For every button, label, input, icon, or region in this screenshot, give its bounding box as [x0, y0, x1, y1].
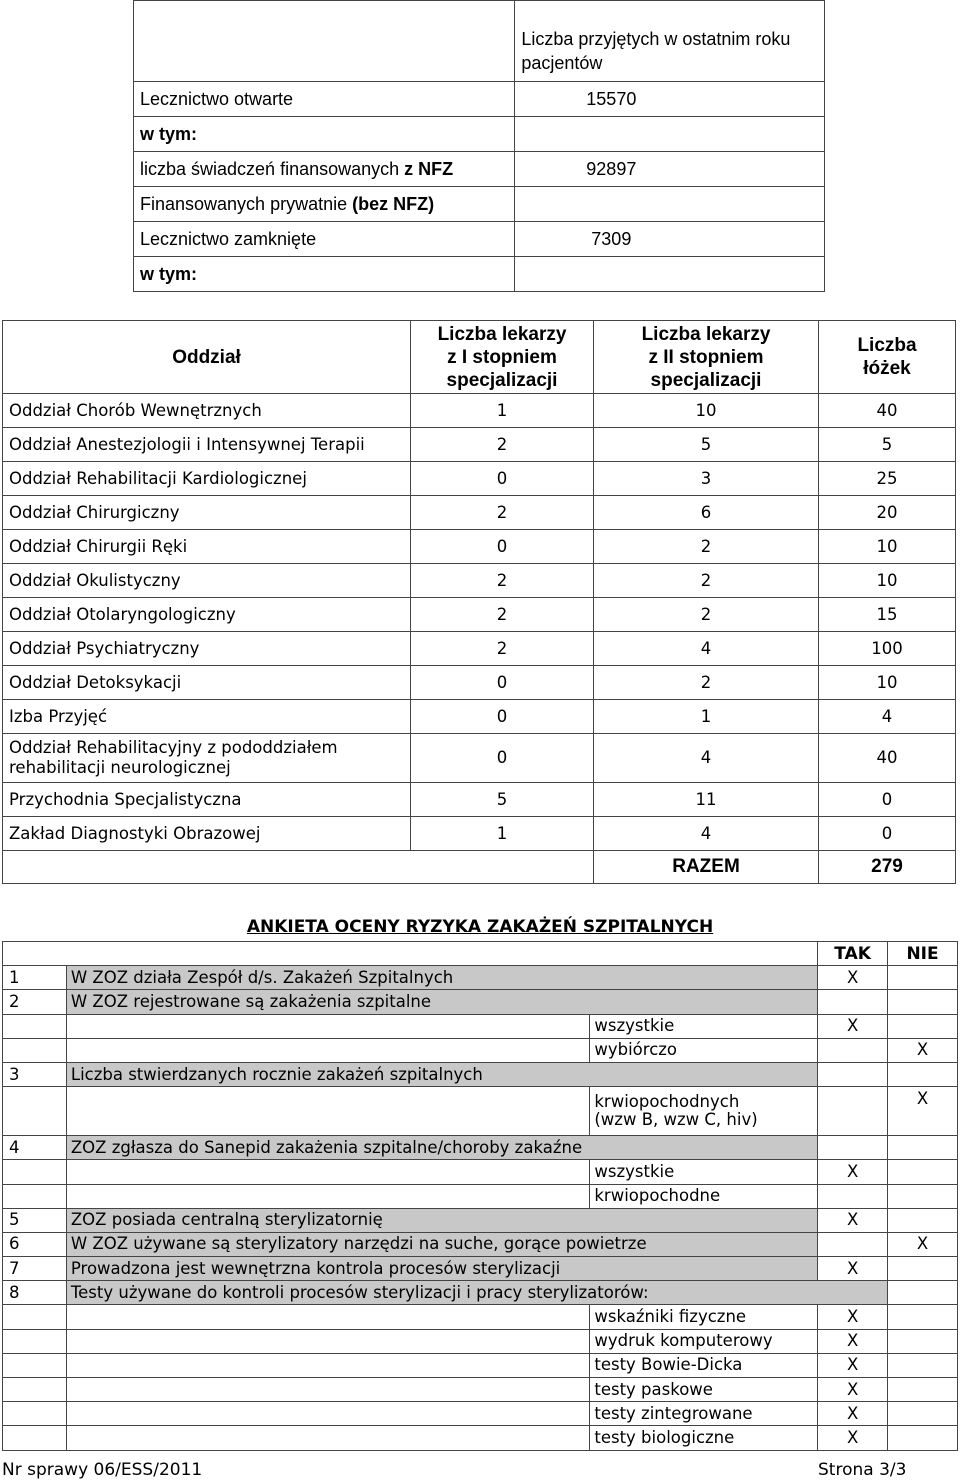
survey-title: ANKIETA OCENY RYZYKA ZAKAŻEŃ SZPITALNYCH: [246, 917, 714, 937]
survey-header-row: [3, 942, 958, 966]
first-degree-count: 2: [411, 598, 594, 632]
question-text: W ZOZ działa Zespół d/s. Zakażeń Szpitalnych: [66, 966, 817, 990]
yes-mark: X: [818, 1160, 888, 1184]
question-number: 6: [3, 1232, 67, 1256]
question-text: W ZOZ rejestrowane są zakażenia szpitalne: [66, 990, 817, 1014]
survey-row: [3, 1062, 958, 1086]
beds-count: 15: [819, 598, 956, 632]
question-number: 8: [3, 1281, 67, 1305]
row-label: Lecznictwo otwarte: [134, 82, 515, 117]
survey-option-row: [3, 1038, 958, 1062]
option-label: testy paskowe: [590, 1378, 818, 1402]
ward-name: Oddział Psychiatryczny: [3, 632, 411, 666]
first-degree-count: 2: [411, 632, 594, 666]
second-degree-count: 2: [594, 598, 819, 632]
question-text: ZOZ posiada centralną sterylizatornię: [66, 1208, 817, 1232]
question-text: Liczba stwierdzanych rocznie zakażeń szpitalnych: [66, 1062, 817, 1086]
second-degree-count: 10: [594, 394, 819, 428]
q8-options: [3, 1305, 958, 1450]
yes-mark: X: [818, 1329, 888, 1353]
first-degree-count: 1: [411, 394, 594, 428]
second-degree-count: 2: [594, 564, 819, 598]
survey-row: [3, 1232, 958, 1256]
beds-count: 10: [819, 530, 956, 564]
total-value: 279: [819, 851, 956, 884]
survey-row: [3, 1281, 958, 1305]
beds-header: Liczba łóżek: [819, 321, 956, 394]
yes-mark: X: [818, 1402, 888, 1426]
first-degree-count: 0: [411, 462, 594, 496]
first-degree-count: 2: [411, 564, 594, 598]
first-degree-count: 2: [411, 496, 594, 530]
yes-mark: X: [818, 1208, 888, 1232]
question-number: 2: [3, 990, 67, 1014]
ward-row: [3, 598, 956, 632]
ward-name: Oddział Okulistyczny: [3, 564, 411, 598]
row-label: Lecznictwo zamknięte: [134, 222, 515, 257]
first-degree-count: 5: [411, 783, 594, 817]
second-degree-count: 2: [594, 530, 819, 564]
ward-name: Przychodnia Specjalistyczna: [3, 783, 411, 817]
row-label: w tym:: [134, 257, 515, 292]
row-label: w tym:: [134, 117, 515, 152]
ward-row: [3, 530, 956, 564]
total-row: [3, 851, 956, 884]
yes-mark: X: [818, 1305, 888, 1329]
first-degree-count: 2: [411, 428, 594, 462]
ward-name: Zakład Diagnostyki Obrazowej: [3, 817, 411, 851]
beds-count: 40: [819, 394, 956, 428]
yes-mark: X: [818, 1014, 888, 1038]
option-label: wybiórczo: [590, 1038, 818, 1062]
beds-count: 25: [819, 462, 956, 496]
ward-header-row: [3, 321, 956, 394]
report-number: Nr sprawy 06/ESS/2011: [2, 1460, 203, 1480]
ward-name: Oddział Otolaryngologiczny: [3, 598, 411, 632]
option-label: wszystkie: [590, 1014, 818, 1038]
ward-name: Oddział Anestezjologii i Intensywnej Terapii: [3, 428, 411, 462]
ward-row: [3, 496, 956, 530]
beds-count: 4: [819, 700, 956, 734]
first-degree-count: 0: [411, 530, 594, 564]
row-label: liczba świadczeń finansowanych z NFZ: [134, 152, 515, 187]
total-label: RAZEM: [594, 851, 819, 884]
survey-option-row: [3, 1184, 958, 1208]
ward-header: Oddział: [3, 321, 411, 394]
survey-option-row: [3, 1329, 958, 1353]
question-number: 5: [3, 1208, 67, 1232]
row-value: 15570: [586, 88, 637, 109]
survey-option-row: [3, 1426, 958, 1450]
ward-row: [3, 666, 956, 700]
option-label: testy zintegrowane: [590, 1402, 818, 1426]
first-degree-count: 0: [411, 666, 594, 700]
survey-row: [3, 990, 958, 1014]
survey-option-row: [3, 1087, 958, 1136]
ward-name: Izba Przyjęć: [3, 700, 411, 734]
ward-name: Oddział Chirurgiczny: [3, 496, 411, 530]
ward-row: [3, 428, 956, 462]
row-value: 7309: [591, 228, 632, 249]
ward-name: Oddział Chorób Wewnętrznych: [3, 394, 411, 428]
ward-row: [3, 462, 956, 496]
question-number: 1: [3, 966, 67, 990]
ward-row: [3, 632, 956, 666]
ward-name: Oddział Rehabilitacji Kardiologicznej: [3, 462, 411, 496]
beds-count: 10: [819, 666, 956, 700]
no-mark: X: [888, 1087, 958, 1136]
first-degree-count: 0: [411, 734, 594, 783]
no-mark: X: [888, 1038, 958, 1062]
page-number: Strona 3/3: [818, 1460, 907, 1480]
option-label: wydruk komputerowy: [590, 1329, 818, 1353]
yes-mark: X: [818, 1426, 888, 1450]
survey-option-row: [3, 1160, 958, 1184]
ward-row: [3, 783, 956, 817]
second-degree-count: 3: [594, 462, 819, 496]
ward-name: Oddział Detoksykacji: [3, 666, 411, 700]
option-label: testy Bowie-Dicka: [590, 1353, 818, 1377]
ward-row: [3, 394, 956, 428]
option-label: krwiopochodnych (wzw B, wzw C, hiv): [590, 1087, 818, 1136]
row-label: Finansowanych prywatnie (bez NFZ): [134, 187, 515, 222]
yes-mark: X: [818, 1353, 888, 1377]
yes-header: TAK: [818, 942, 888, 966]
survey-row: [3, 966, 958, 990]
question-text: Testy używane do kontroli procesów sterylizacji i pracy sterylizatorów:: [66, 1281, 887, 1305]
table-row: [134, 117, 825, 152]
table-row: [134, 152, 825, 187]
survey-option-row: [3, 1402, 958, 1426]
option-label: wszystkie: [590, 1160, 818, 1184]
question-text: Prowadzona jest wewnętrzna kontrola procesów sterylizacji: [66, 1257, 817, 1281]
option-label: krwiopochodne: [590, 1184, 818, 1208]
first-degree-count: 0: [411, 700, 594, 734]
question-text: ZOZ zgłasza do Sanepid zakażenia szpitalne/choroby zakaźne: [66, 1136, 817, 1160]
question-number: 3: [3, 1062, 67, 1086]
survey-table: [2, 941, 958, 1451]
survey-option-row: [3, 1353, 958, 1377]
ward-table: [2, 320, 956, 884]
ward-name: Oddział Chirurgii Ręki: [3, 530, 411, 564]
second-degree-count: 11: [594, 783, 819, 817]
ward-row: [3, 700, 956, 734]
ward-row: [3, 734, 956, 783]
survey-option-row: [3, 1014, 958, 1038]
no-mark: X: [888, 1232, 958, 1256]
survey-option-row: [3, 1378, 958, 1402]
beds-count: 5: [819, 428, 956, 462]
second-degree-count: 6: [594, 496, 819, 530]
admissions-header: Liczba przyjętych w ostatnim roku pacjentów: [515, 1, 825, 82]
ward-rows: [3, 394, 956, 851]
beds-count: 0: [819, 783, 956, 817]
ward-name: Oddział Rehabilitacyjny z pododdziałem rehabilitacji neurologicznej: [3, 734, 411, 783]
survey-row: [3, 1257, 958, 1281]
second-degree-count: 2: [594, 666, 819, 700]
question-number: 7: [3, 1257, 67, 1281]
table-row: [134, 257, 825, 292]
beds-count: 20: [819, 496, 956, 530]
row-value: 92897: [586, 158, 637, 179]
yes-mark: X: [818, 966, 888, 990]
beds-count: 10: [819, 564, 956, 598]
beds-count: 100: [819, 632, 956, 666]
ward-row: [3, 564, 956, 598]
second-degree-count: 5: [594, 428, 819, 462]
question-text: W ZOZ używane są sterylizatory narzędzi na suche, gorące powietrze: [66, 1232, 817, 1256]
beds-count: 40: [819, 734, 956, 783]
header-empty-cell: [134, 1, 515, 82]
second-degree-count: 1: [594, 700, 819, 734]
admissions-table: [133, 0, 825, 292]
yes-mark: X: [818, 1378, 888, 1402]
survey-row: [3, 1136, 958, 1160]
option-label: wskaźniki fizyczne: [590, 1305, 818, 1329]
second-degree-count: 4: [594, 632, 819, 666]
first-degree-count: 1: [411, 817, 594, 851]
survey-row: [3, 1208, 958, 1232]
total-empty-cell: [3, 851, 594, 884]
ward-row: [3, 817, 956, 851]
table-row: [134, 187, 825, 222]
second-degree-count: 4: [594, 817, 819, 851]
option-label: testy biologiczne: [590, 1426, 818, 1450]
table-row: [134, 82, 825, 117]
beds-count: 0: [819, 817, 956, 851]
no-header: NIE: [888, 942, 958, 966]
first-degree-header: Liczba lekarzy z I stopniem specjalizacji: [411, 321, 594, 394]
second-degree-header: Liczba lekarzy z II stopniem specjalizacji: [594, 321, 819, 394]
survey-option-row: [3, 1305, 958, 1329]
question-number: 4: [3, 1136, 67, 1160]
second-degree-count: 4: [594, 734, 819, 783]
yes-mark: X: [818, 1257, 888, 1281]
table-row: [134, 222, 825, 257]
